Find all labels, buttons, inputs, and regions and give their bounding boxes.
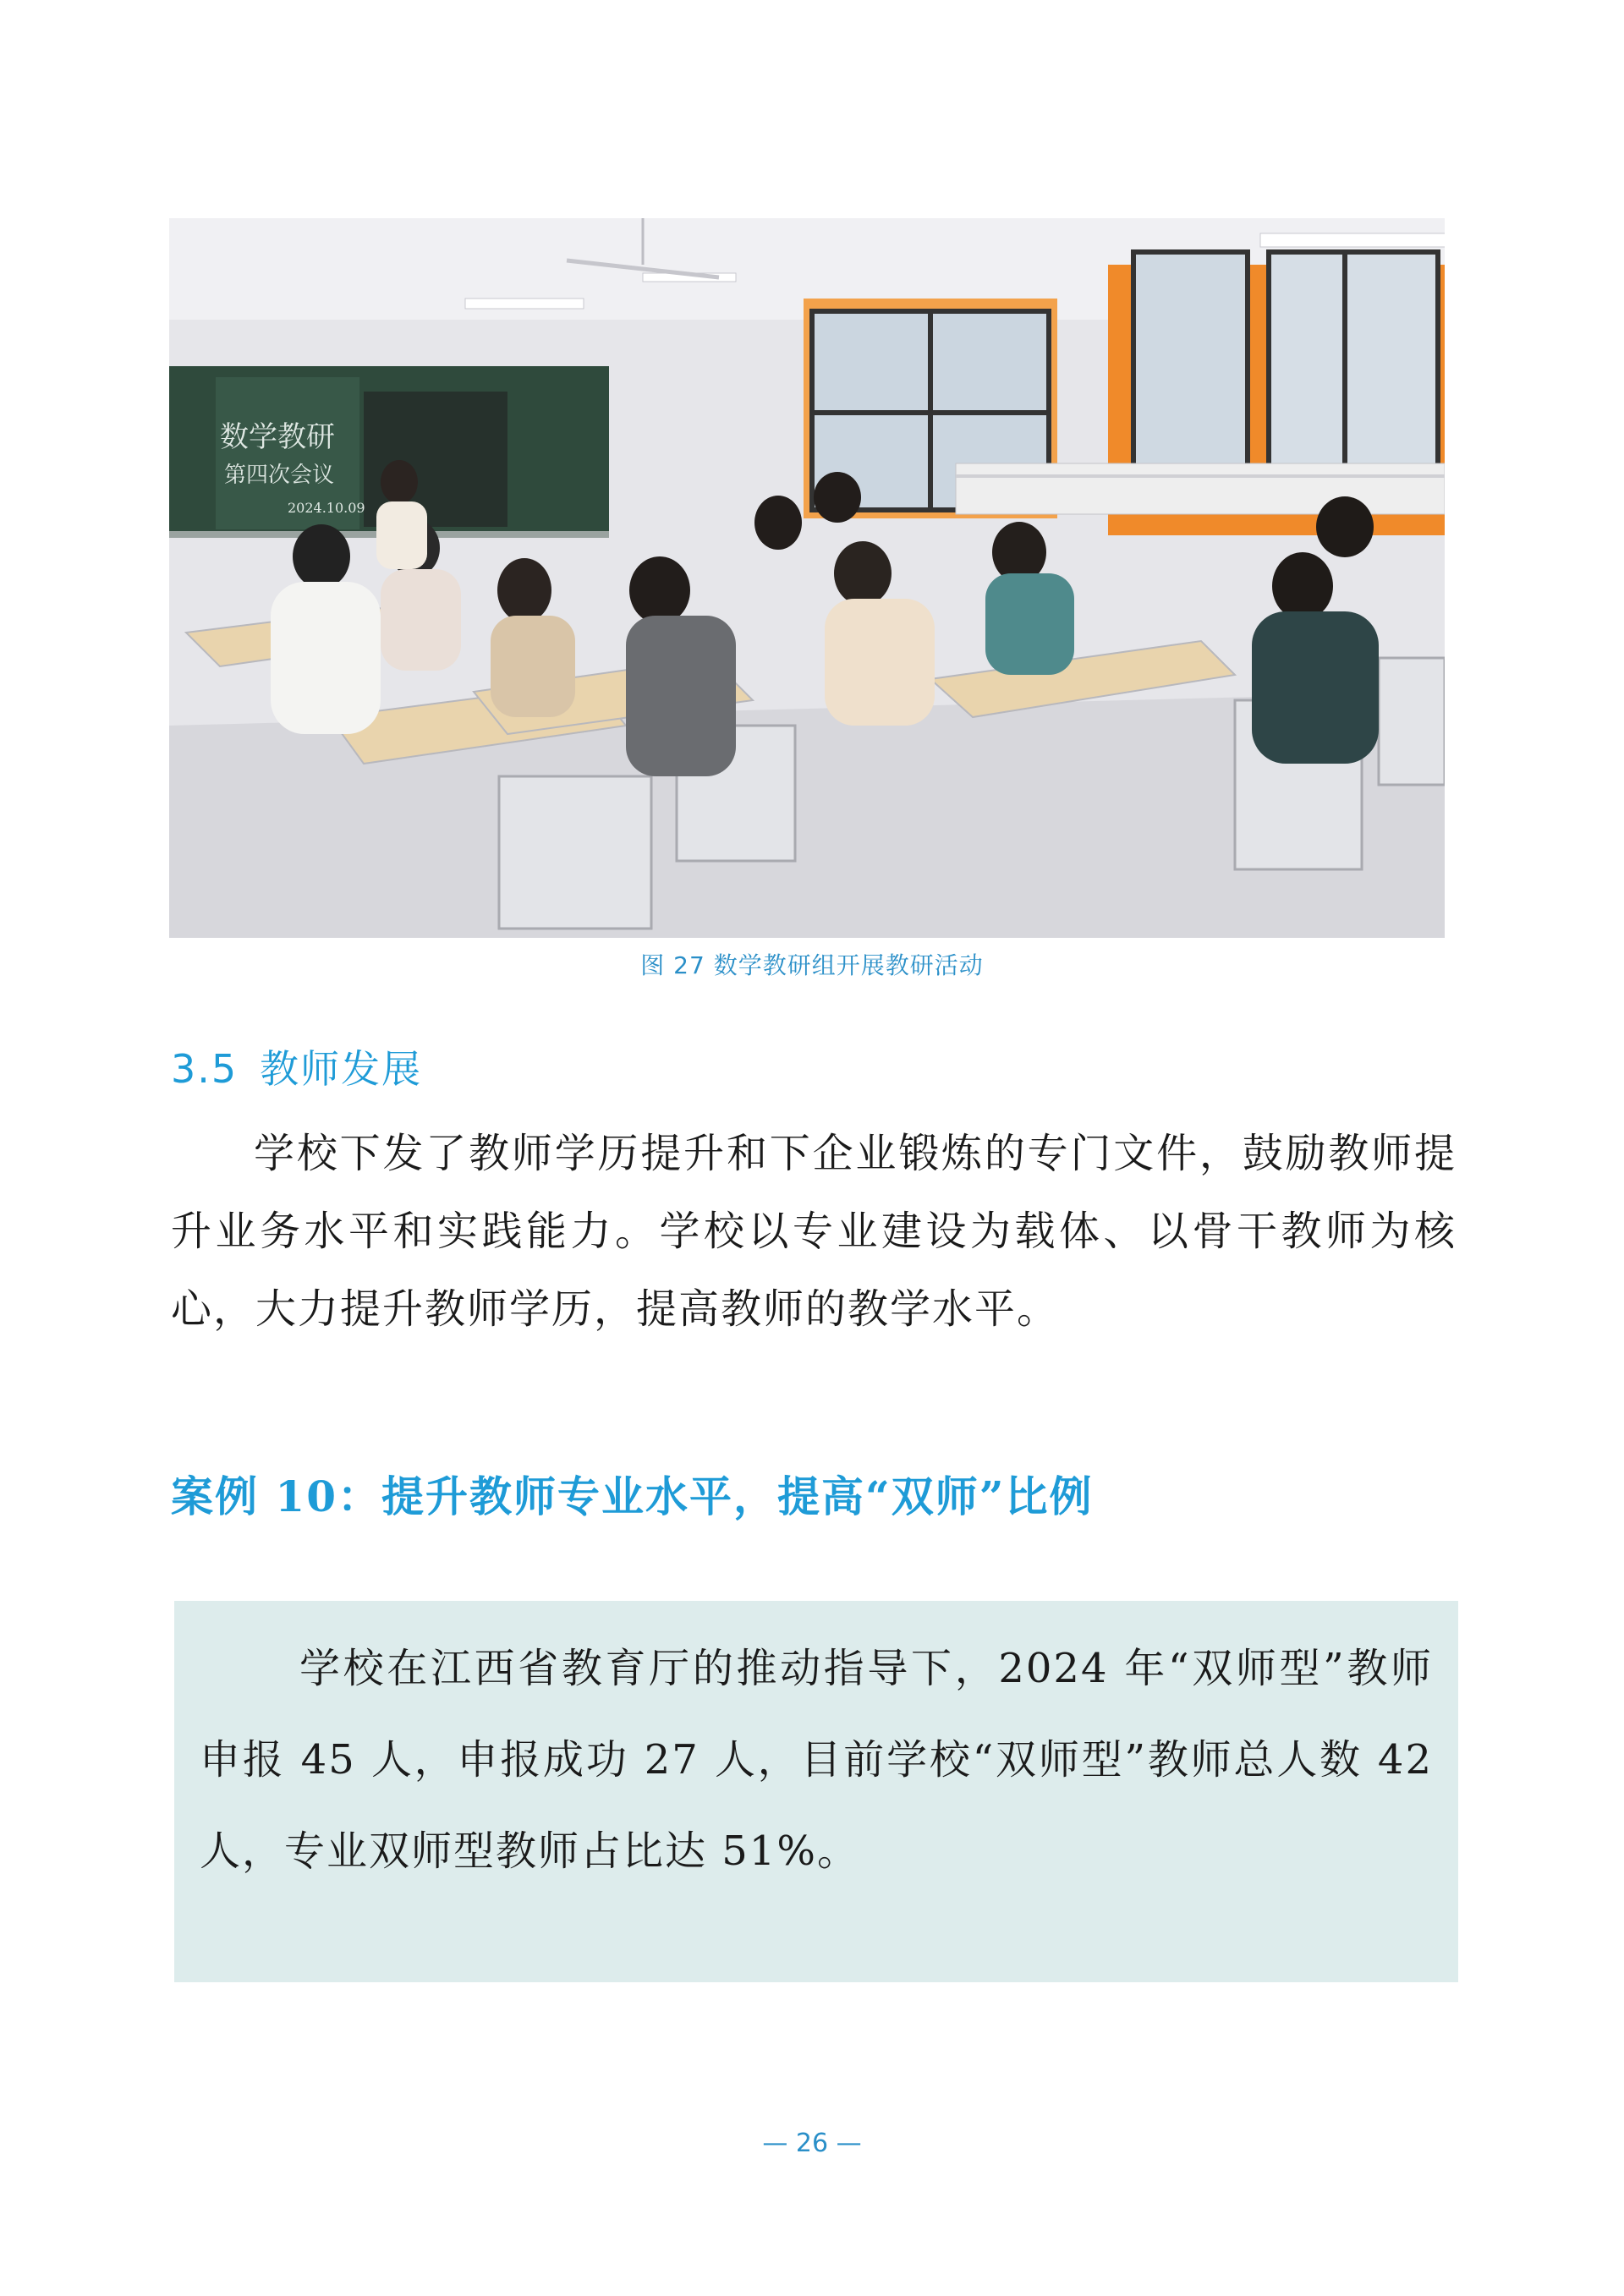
chalkboard-line-1: 数学教研	[220, 420, 335, 454]
figure-caption: 图 27 数学教研组开展教研活动	[640, 951, 984, 979]
classroom-photo-illustration	[169, 218, 1445, 938]
section-heading	[171, 1038, 422, 1094]
case-text: 学校在江西省教育厅的推动指导下，2024 年“双师型”教师申报 45 人，申报成功 27 人，目前学校“双师型”教师总人数 42 人，专业双师型教师占比达 51%。	[200, 1645, 1433, 1875]
page-number: — 26 —	[762, 2129, 862, 2158]
case-box	[174, 1601, 1458, 1982]
section-paragraph: 学校下发了教师学历提升和下企业锻炼的专门文件，鼓励教师提升业务水平和实践能力。学校以专业建设为载体、以骨干教师为核心，大力提升教师学历，提高教师的教学水平。	[171, 1130, 1457, 1333]
chalkboard-line-2: 第四次会议	[224, 463, 335, 488]
chalkboard-line-3: 2024.10.09	[288, 500, 365, 516]
case-heading: 案例 10：提升教师专业水平，提高“双师”比例	[171, 1471, 1094, 1521]
classroom-photo	[169, 218, 1445, 938]
section-title: 教师发展	[260, 1046, 423, 1092]
section-number: 3.5	[171, 1046, 239, 1092]
